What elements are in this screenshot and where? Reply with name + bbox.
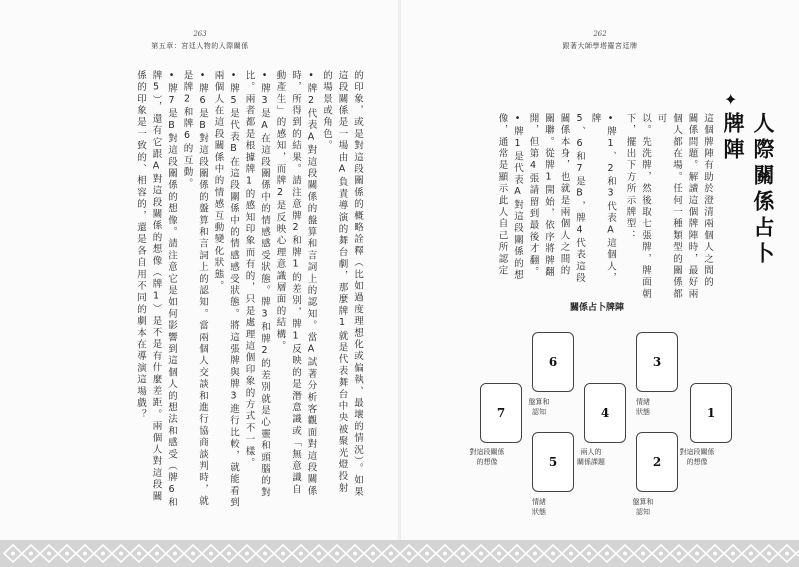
- left-body-line: [334, 70, 350, 510]
- points-line: [541, 113, 557, 288]
- intro-text: [625, 113, 715, 303]
- intro-line-text: 下，擺出下方所示牌型：: [624, 113, 636, 242]
- bullet-icon: •: [305, 70, 317, 84]
- left-body-line-text: 牌6是B對這段關係的盤算和言詞上的認知。當兩個人交談和進行協商談判時，就: [197, 83, 208, 508]
- left-body-line: [148, 70, 164, 510]
- left-body-line-text: 動產生」的感知，而牌2是反映心理意識層面的結構。: [274, 70, 286, 353]
- bullet-icon: •: [197, 70, 208, 84]
- bullet-icon: •: [605, 113, 616, 127]
- card-label-line: 盤算和: [632, 498, 654, 506]
- card-label-line: 關係課題: [577, 457, 605, 466]
- points-line: [556, 113, 572, 288]
- points-line: [510, 113, 526, 288]
- points-line-text: 關聯。從牌1開始，依序將牌翻: [543, 113, 554, 279]
- intro-line-text: 關係問題。解讀這個牌陣時，最好兩: [686, 113, 698, 301]
- left-body-line: [164, 70, 180, 510]
- card-label-line: 認知: [636, 507, 650, 516]
- left-body-line-text: 牌7是B對這段關係的想像。請注意它是如何影響到這個人的想法和感受（牌6和: [166, 83, 177, 509]
- left-body-line: [272, 70, 288, 510]
- bullet-icon: •: [166, 70, 177, 84]
- intro-line: [684, 113, 700, 303]
- points-line-text: 像，通常是顯示此人自己所認定: [496, 113, 508, 277]
- left-body-line: [179, 70, 195, 510]
- left-body-text: [40, 70, 365, 510]
- points-line: [525, 113, 541, 288]
- card-label: [662, 448, 732, 467]
- intro-line-text: 個人都在場。任何一種類型的關係都可: [655, 113, 682, 301]
- card-label: [556, 448, 626, 467]
- tarot-card-1: 1: [690, 383, 732, 443]
- card-label: [608, 398, 678, 417]
- left-body-line-text: 牌3是A在這段關係中的情感感受狀態。牌3和牌2的差別就是心靈和頭腦的對: [259, 83, 270, 499]
- left-body-line: [303, 70, 319, 510]
- left-body-line-text: 比。兩者都是根據牌1的感知印象而有的，只是處理這個印象的方式不一樣。: [243, 70, 255, 470]
- right-running-head: 跟著大師學塔羅宮廷牌: [562, 42, 638, 50]
- left-body-line-text: 係的印象是一致的、相容的，還是各自用不同的劇本在導演這場戲？: [135, 70, 146, 421]
- intro-line: [700, 113, 716, 303]
- intro-line-text: 以。先洗牌，然後取七張牌，牌面朝: [640, 113, 651, 301]
- card-label-line: 兩人的: [580, 448, 602, 456]
- card-label: [504, 398, 574, 417]
- left-body-line-text: 是牌2和牌6的互動。: [181, 70, 193, 190]
- tarot-card-2: 2: [636, 432, 678, 492]
- tarot-card-3: 3: [636, 332, 678, 392]
- bullet-icon: •: [259, 70, 270, 84]
- left-body-line: [241, 70, 257, 510]
- spread-diagram-title: 關係占卜牌陣: [570, 303, 625, 313]
- left-body-line: [210, 70, 226, 510]
- left-body-line-text: 時，所得到的結果。請注意牌2和牌1的差別，牌1反映的是潛意識或「無意識自: [290, 70, 301, 496]
- points-line-text: 5、6和7是B，牌4代表這段: [574, 113, 585, 285]
- left-page-folio: [110, 30, 290, 51]
- left-body-line-text: 牌2代表A對這段關係的盤算和言詞上的認知。當A試著分析客觀面對這段關係: [305, 83, 317, 498]
- card-label-line: 狀態: [532, 507, 546, 516]
- intro-line: [622, 113, 638, 303]
- left-body-line-text: 牌5），還有它跟A對這段關係的想像（牌1）是不是有什麼差距。兩個人對這段關: [150, 70, 162, 503]
- points-line: [587, 113, 618, 288]
- left-page-number: 263: [193, 30, 207, 38]
- card-label-line: 狀態: [636, 407, 650, 416]
- left-body-line-text: 牌5是代表B在這段關係中的情感感受狀態。將這張牌與牌3進行比較，就能看到: [228, 83, 239, 509]
- tarot-card-6: 6: [532, 332, 574, 392]
- points-line-text: 牌1是代表A對這段關係的想: [512, 126, 523, 282]
- intro-line-text: 這個牌陣有助於澄清兩個人之間的: [702, 113, 713, 289]
- border-pattern-icon: [0, 540, 799, 567]
- points-line-text: 關係本身，也就是兩個人之間的: [558, 113, 570, 277]
- left-running-head: 第五章：宮廷人物的人際關係: [151, 42, 249, 50]
- card-label-line: 的想像: [686, 457, 708, 466]
- left-body-line-text: 的印象，或是對這段關係的概略詮釋（比如過度理想化或偏執、最壞的情況）。如果: [352, 70, 363, 499]
- left-page: [0, 0, 399, 540]
- left-body-line: [226, 70, 242, 510]
- left-body-line: [133, 70, 149, 510]
- right-page-number: 262: [593, 30, 607, 38]
- section-title: 人際關係占卜牌陣: [721, 112, 775, 268]
- intro-line: [653, 113, 684, 303]
- right-page: [400, 0, 799, 540]
- intro-line: [638, 113, 654, 303]
- decorative-border: [0, 540, 799, 567]
- bullet-icon: •: [228, 70, 239, 84]
- left-body-line: [288, 70, 304, 510]
- card-label-line: 對這段關係: [469, 448, 505, 456]
- bullet-icon: •: [512, 113, 523, 127]
- left-body-line-text: 兩個人在這段關係中的情感互動變化狀態。: [212, 70, 224, 293]
- left-body-line: [319, 70, 335, 510]
- left-body-line-text: 的場景或角色。: [321, 70, 332, 152]
- card-label: [504, 498, 574, 517]
- tarot-card-7: 7: [480, 383, 522, 443]
- card-label-line: 情緒: [532, 498, 546, 506]
- card-label: [608, 498, 678, 517]
- left-body-line: [350, 70, 366, 510]
- card-label-line: 情緒: [636, 398, 650, 406]
- card-label-line: 盤算和: [528, 398, 550, 406]
- card-label-line: 的想像: [476, 457, 498, 466]
- tarot-card-4: 4: [584, 383, 626, 443]
- card-label: [452, 448, 522, 467]
- sparkle-icon: ✦: [724, 90, 738, 109]
- tarot-card-5: 5: [532, 432, 574, 492]
- card-label-line: 對這段關係: [679, 448, 715, 456]
- right-page-folio: [510, 30, 690, 51]
- section-title-block: [718, 90, 775, 290]
- points-line-text: 開，但第4張請留到最後才翻。: [527, 113, 539, 279]
- points-line: [494, 113, 510, 288]
- left-body-line: [257, 70, 273, 510]
- card-label-line: 認知: [532, 407, 546, 416]
- left-body-line: [195, 70, 211, 510]
- points-line-text: 牌1、2和3代表A這個人，牌: [589, 113, 616, 285]
- left-body-line-text: 這段關係是一場由A負責導演的舞台劇，那麼牌1就是代表舞台中央被聚光燈投射: [336, 70, 348, 495]
- points-text: [458, 113, 618, 288]
- points-line: [572, 113, 588, 288]
